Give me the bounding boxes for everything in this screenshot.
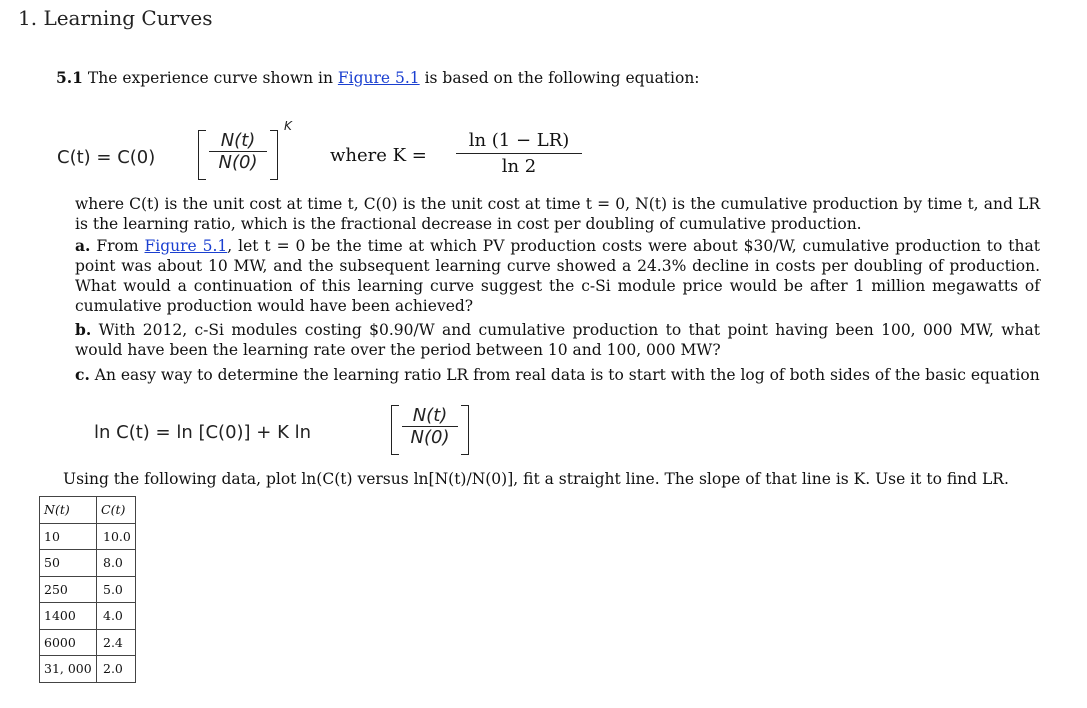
problem-number: 5.1 <box>56 68 83 87</box>
table-row <box>40 629 136 656</box>
cell-c: 5.0 <box>97 576 136 603</box>
cell-c: 2.4 <box>97 629 136 656</box>
instruction-text: Using the following data, plot ln(C(t) versus ln[N(t)/N(0)], fit a straight line. The slope of that line is K. Use it to find LR. <box>63 470 1009 488</box>
cell-n: 250 <box>40 576 97 603</box>
table-row <box>40 656 136 683</box>
cell-n: 1400 <box>40 603 97 630</box>
header-c: C(t) <box>97 497 136 524</box>
part-a-text-after: , let t = 0 be the time at which PV production costs were about $30/W, cumulative production to that point was about 10 MW, and the subsequent learning curve showed a 24.3% decline in costs per doubling of production. What would a continuation of this learning curve suggest the c-Si module price would be after 1 million megawatts of cumulative production would have been achieved? <box>75 237 1040 315</box>
intro-text-before: The experience curve shown in <box>82 69 338 87</box>
table-row <box>40 576 136 603</box>
part-a-text-before: From <box>90 237 145 255</box>
cell-n: 50 <box>40 550 97 577</box>
cell-c: 4.0 <box>97 603 136 630</box>
cell-n: 31, 000 <box>40 656 97 683</box>
header-n: N(t) <box>40 497 97 524</box>
equation2-bracket-group <box>391 405 471 457</box>
part-c <box>75 365 1040 385</box>
problem-intro <box>56 68 700 87</box>
cell-c: 2.0 <box>97 656 136 683</box>
section-title: 1. Learning Curves <box>18 6 213 30</box>
part-c-label: c. <box>75 365 90 384</box>
equation-lhs: C(t) = C(0) <box>57 147 156 168</box>
table-row <box>40 550 136 577</box>
definition-text: where C(t) is the unit cost at time t, C(0) is the unit cost at time t = 0, N(t) is the cumulative production by time t, and LR is the learning ratio, which is the fractional decrease in cost per doubling of cumulative production. <box>75 195 1040 233</box>
exponent-k: K <box>284 119 292 133</box>
part-c-text: An easy way to determine the learning ratio LR from real data is to start with the log of both sides of the basic equation <box>89 366 1040 384</box>
k-denominator: ln 2 <box>501 156 537 177</box>
right-bracket <box>270 130 278 180</box>
right-bracket-2 <box>461 405 469 455</box>
figure-link-a[interactable]: Figure 5.1 <box>144 237 228 255</box>
part-b-label: b. <box>75 320 92 339</box>
equation2-lhs: ln C(t) = ln [C(0)] + K ln <box>94 422 312 443</box>
k-numerator: ln (1 − LR) <box>468 130 570 151</box>
left-bracket <box>198 130 206 180</box>
cell-c: 10.0 <box>97 523 136 550</box>
part-a-label: a. <box>75 236 91 255</box>
part-b <box>75 320 1040 360</box>
cell-n: 6000 <box>40 629 97 656</box>
where-k-label: where K = <box>330 145 427 166</box>
ratio-fraction-2 <box>402 405 458 448</box>
figure-link[interactable]: Figure 5.1 <box>337 69 420 87</box>
part-a <box>75 236 1040 316</box>
table-header-row <box>40 497 136 524</box>
cell-n: 10 <box>40 523 97 550</box>
fraction-numerator: N(t) <box>220 130 256 151</box>
part-b-text: With 2012, c-Si modules costing $0.90/W and cumulative production to that point having been 100, 000 MW, what would have been the learning rate over the period between 10 and 100, 000 MW? <box>75 321 1040 359</box>
ratio-fraction <box>209 130 267 173</box>
intro-text-after: is based on the following equation: <box>419 69 700 87</box>
cell-c: 8.0 <box>97 550 136 577</box>
k-fraction <box>456 130 582 177</box>
data-table <box>39 496 136 683</box>
table-row <box>40 523 136 550</box>
left-bracket-2 <box>391 405 399 455</box>
table-row <box>40 603 136 630</box>
equation-bracket-group <box>198 130 280 182</box>
fraction2-numerator: N(t) <box>412 405 448 426</box>
fraction2-denominator: N(0) <box>410 427 450 448</box>
fraction-denominator: N(0) <box>218 152 258 173</box>
